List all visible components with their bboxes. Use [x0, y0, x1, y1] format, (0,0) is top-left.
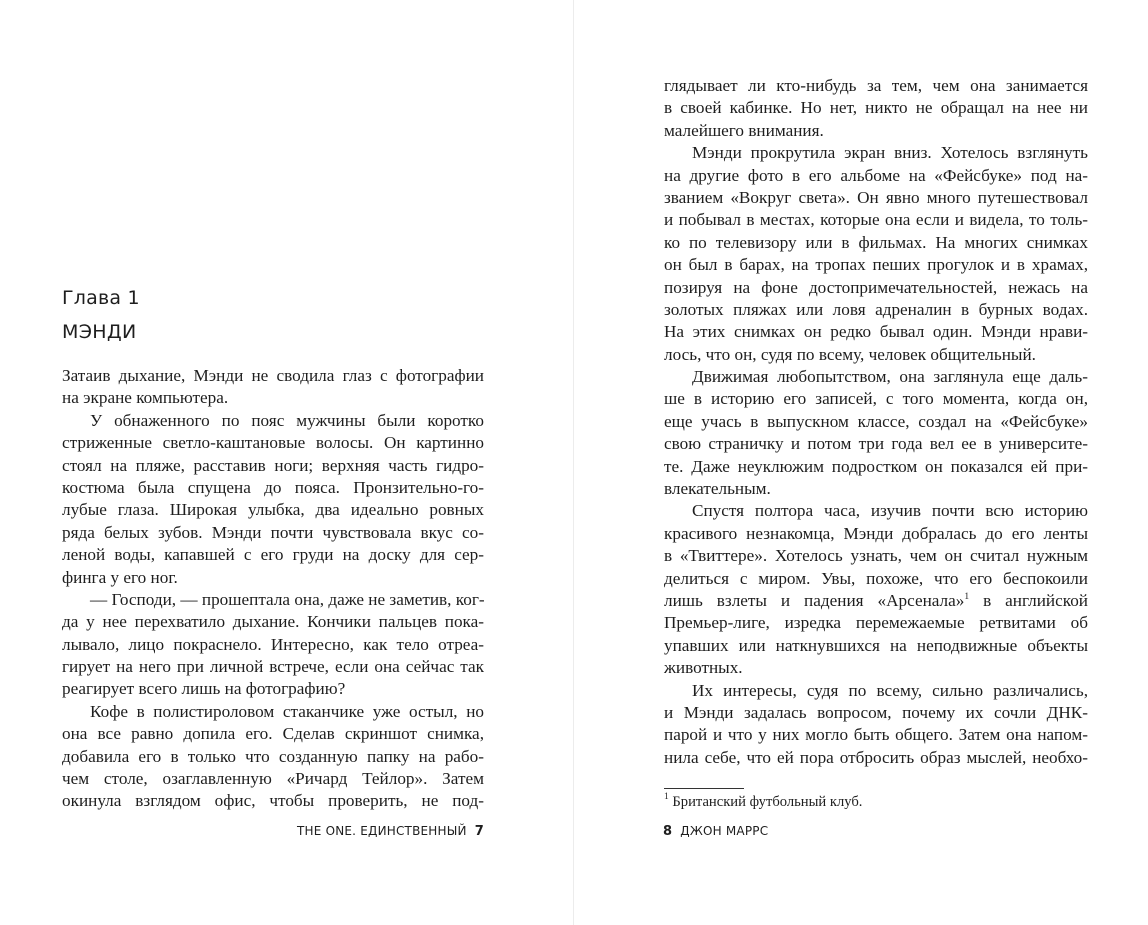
text-line: Движимая любопытством, она заглянула еще даль-: [692, 367, 1088, 387]
text-line: глядывает ли кто-нибудь за тем, чем она занимается: [664, 76, 1088, 95]
running-head-left: [297, 824, 484, 839]
text-line: званием «Вокруг света». Он явно много путешествовал: [664, 187, 1088, 207]
text-line: на экране компьютера.: [62, 388, 229, 408]
left-page-body: [62, 365, 484, 813]
text-line: она все равно допила его. Сделав скриншот снимка,: [62, 724, 484, 744]
text-line: Их интересы, судя по всему, сильно различались,: [692, 680, 1088, 700]
text-line: малейшего внимания.: [664, 120, 824, 140]
text-line: делиться с миром. Увы, похоже, что его беспокоили: [664, 568, 1088, 588]
text-line: лось, что он, судя по всему, человек общительный.: [664, 344, 1036, 364]
text-line: добавила его в только что созданную папку на рабо-: [62, 746, 484, 766]
text-line: реагирует всего лишь на фотографию?: [62, 679, 346, 699]
running-head-right: [663, 824, 768, 839]
text-line: лывало, лицо покраснело. Интересно, как тело отреа-: [62, 634, 484, 654]
text-line: парой и что у них могло быть общего. Затем она напом-: [664, 725, 1088, 745]
right-page: [574, 0, 1148, 925]
footnote: [664, 792, 862, 812]
text-line: еще учась в выпускном классе, создал на «Фейсбуке»: [664, 411, 1088, 431]
footnote-number: 1: [664, 792, 669, 802]
text-line: стриженные светло-каштановые волосы. Он картинно: [62, 433, 484, 453]
text-line: Мэнди прокрутила экран вниз. Хотелось взглянуть: [692, 143, 1088, 163]
text-line: он был в барах, на тропах пеших прогулок и в храмах,: [664, 255, 1088, 275]
text-line: Спустя полтора часа, изучив почти всю историю: [692, 501, 1088, 521]
text-line: чем столе, озаглавленную «Ричард Тейлор». Затем: [62, 769, 484, 789]
text-line: те. Даже неуклюжим подростком он показался ей при-: [664, 456, 1088, 476]
book-title-header: THE ONE. ЕДИНСТВЕННЫЙ: [297, 824, 467, 838]
page-number: 7: [474, 824, 484, 839]
text-line: гирует на него при личной встрече, если она сейчас так: [62, 657, 484, 677]
page-number: 8: [663, 824, 673, 839]
text-line: — Господи, — прошептала она, даже не заметив, ког-: [90, 589, 485, 609]
text-line: в своей кабинке. Но нет, никто не обращал на нее ни: [664, 98, 1088, 118]
chapter-title: МЭНДИ: [62, 321, 137, 343]
footnote-divider: [664, 788, 744, 789]
text-line: лубые глаза. Широкая улыбка, два идеально ровных: [62, 500, 484, 520]
text-line: ше в историю его записей, с того момента, когда он,: [664, 389, 1088, 409]
text-line: На этих снимках он редко бывал один. Мэнди нрави-: [664, 322, 1088, 342]
text-line: Затаив дыхание, Мэнди не сводила глаз с фотографии: [62, 366, 484, 385]
footnote-text: Британский футбольный клуб.: [672, 794, 863, 810]
text-fragment: в английской: [983, 590, 1088, 610]
text-line: красивого незнакомца, Мэнди добралась до его ленты: [664, 523, 1088, 543]
text-line: стоял на пляже, расставив ноги; верхняя часть гидро-: [62, 455, 484, 475]
chapter-number: Глава 1: [62, 287, 140, 309]
text-line: упавших или наткнувшихся на неподвижные объекты: [664, 635, 1088, 655]
text-line: Кофе в полистироловом стаканчике уже остыл, но: [90, 701, 484, 721]
text-line: позируя на фоне достопримечательностей, нежась на: [664, 277, 1088, 297]
text-line: леной воды, капавшей с его груди на доску для сер-: [62, 545, 484, 565]
text-line: нила себе, что ей пора отбросить образ мыслей, необхо-: [664, 747, 1088, 767]
text-line-with-footnote: [664, 590, 1088, 612]
text-line: влекательным.: [664, 479, 771, 499]
text-line: свою страничку и потом три года вел ее в университе-: [664, 434, 1088, 454]
text-line: окинула взглядом офис, чтобы проверить, не под-: [62, 791, 484, 811]
text-line: золотых пляжах или ловя адреналин в бурных водах.: [664, 299, 1088, 319]
right-page-body: [664, 75, 1088, 769]
text-line: на другие фото в его альбоме на «Фейсбуке» под на-: [664, 165, 1088, 185]
text-line: и Мэнди задалась вопросом, почему их сочли ДНК-: [664, 702, 1088, 722]
text-line: животных.: [664, 658, 743, 678]
author-header: ДЖОН МАРРС: [680, 824, 769, 838]
text-line: и побывал в местах, которые она если и видела, то толь-: [664, 210, 1088, 230]
text-line: костюма была спущена до пояса. Пронзительно-го-: [62, 477, 484, 497]
text-line: ко по телевизору или в фильмах. На многих снимках: [664, 232, 1088, 252]
text-line: ряда белых зубов. Мэнди почти чувствовала вкус со-: [62, 522, 484, 542]
text-line: финга у его ног.: [62, 567, 178, 587]
text-line: Премьер-лиге, изредка перемежаемые ретвитами об: [664, 613, 1088, 633]
text-line: да у нее перехватило дыхание. Кончики пальцев пока-: [62, 612, 484, 632]
footnote-marker: 1: [964, 591, 970, 602]
text-line: У обнаженного по пояс мужчины были коротко: [90, 410, 484, 430]
text-line: в «Твиттере». Хотелось узнать, чем он считал нужным: [664, 546, 1088, 566]
left-page: [0, 0, 573, 925]
text-fragment: лишь взлеты и падения «Арсенала»: [664, 590, 965, 610]
